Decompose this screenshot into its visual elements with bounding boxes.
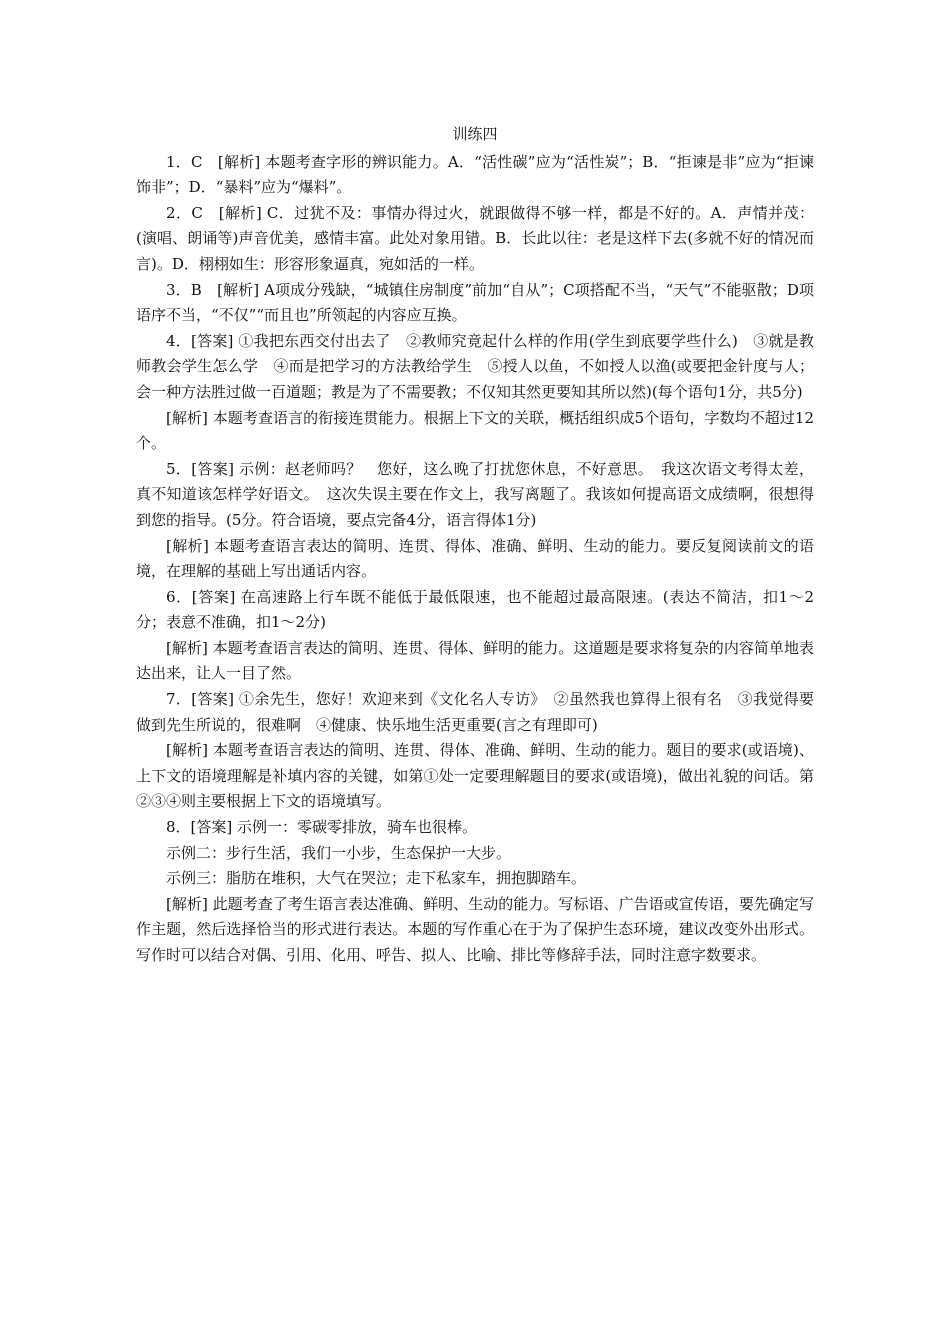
analysis-4: [解析] 本题考查语言的衔接连贯能力。根据上下文的关联，概括组织成5个语句，字数均不超过12个。 (136, 408, 814, 453)
answer-3: 3．B [解析] A项成分残缺，“城镇住房制度”前加“自从”；C项搭配不当，“天气”不能驱散；D项语序不当，“不仅”“而且也”所领起的内容应互换。 (136, 280, 814, 325)
document-title: 训练四 (452, 125, 498, 143)
analysis-8: [解析] 此题考查了考生语言表达准确、鲜明、生动的能力。写标语、广告语或宣传语，要先确定写作主题，然后选择恰当的形式进行表达。本题的写作重心在于为了保护生态环境，建议改变外出形式。写作时可以结合对偶、引用、化用、呼告、拟人、比喻、排比等修辞手法，同时注意字数要求。 (136, 894, 814, 964)
example-2: 示例二：步行生活，我们一小步，生态保护一大步。 (166, 843, 512, 862)
answer-4: 4．[答案] ①我把东西交付出去了 ②教师究竟起什么样的作用(学生到底要学些什么) ③就是教师教会学生怎么学 ④而是把学习的方法教给学生 ⑤授人以鱼，不如授人以渔(或要把金针度与人；会一种方法胜过做一百道题；教是为了不需要教；不仅知其然更要知其所以然)(每个语句1分，共5分) (136, 331, 814, 401)
answer-2: 2．C [解析] C．过犹不及：事情办得过火，就跟做得不够一样，都是不好的。A．声情并茂：(演唱、朗诵等)声音优美，感情丰富。此处对象用错。B．长此以往：老是这样下去(多就不好的情况而言)。D．栩栩如生：形容形象逼真，宛如活的一样。 (136, 203, 814, 273)
document-page (136, 122, 814, 969)
answer-5: 5．[答案] 示例：赵老师吗？ 您好，这么晚了打扰您休息，不好意思。 我这次语文考得太差，真不知道该怎样学好语文。 这次失误主要在作文上，我写离题了。我该如何提高语文成绩啊，很想得到您的指导。(5分。符合语境，要点完备4分，语言得体1分) (136, 459, 814, 529)
answer-6: 6．[答案] 在高速路上行车既不能低于最低限速，也不能超过最高限速。(表达不简洁，扣1～2分；表意不准确，扣1～2分) (136, 587, 814, 632)
answer-7: 7．[答案] ①余先生，您好！欢迎来到《文化名人专访》 ②虽然我也算得上很有名 ③我觉得要做到先生所说的，很难啊 ④健康、快乐地生活更重要(言之有理即可) (136, 690, 814, 734)
analysis-7: [解析] 本题考查语言表达的简明、连贯、得体、准确、鲜明、生动的能力。题目的要求(或语境)、上下文的语境理解是补填内容的关键，如第①处一定要理解题目的要求(或语境)，做出礼貌的问话。第②③④则主要根据上下文的语境填写。 (136, 741, 814, 811)
analysis-5: [解析] 本题考查语言表达的简明、连贯、得体、准确、鲜明、生动的能力。要反复阅读前文的语境，在理解的基础上写出通话内容。 (136, 536, 814, 581)
analysis-6: [解析] 本题考查语言表达的简明、连贯、得体、鲜明的能力。这道题是要求将复杂的内容简单地表达出来，让人一目了然。 (136, 638, 814, 683)
example-3: 示例三：脂肪在堆积，大气在哭泣；走下私家车，拥抱脚踏车。 (166, 869, 587, 888)
answer-8: 8．[答案] 示例一：零碳零排放，骑车也很棒。 (166, 818, 478, 837)
answer-1: 1．C [解析] 本题考查字形的辨识能力。A．“活性碳”应为“活性炭”；B．“拒谏是非”应为“拒谏饰非”；D．“暴料”应为“爆料”。 (136, 152, 814, 197)
